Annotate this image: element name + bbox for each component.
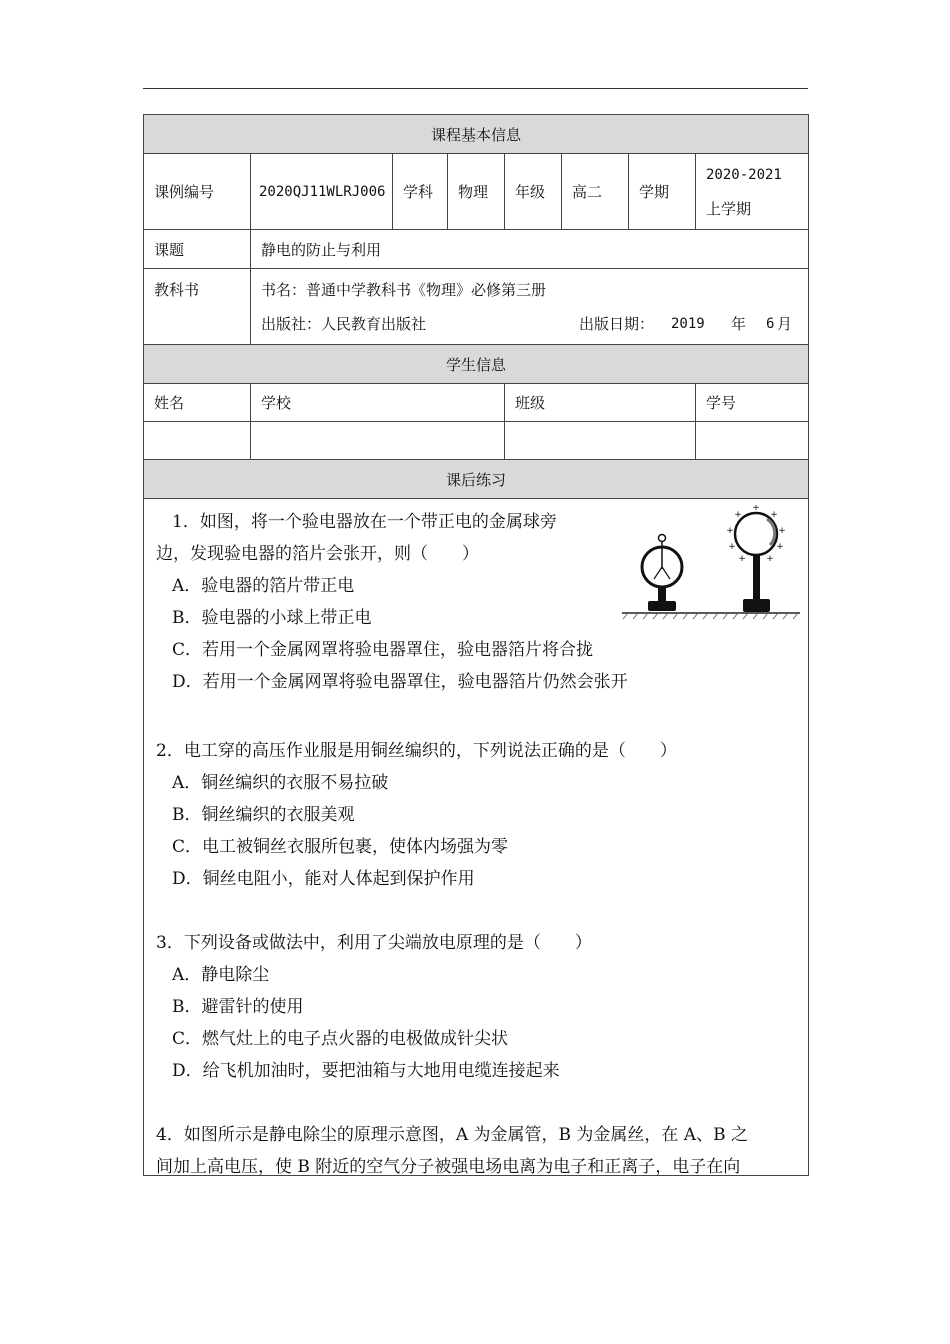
q1-option-a: A．验电器的箔片带正电 xyxy=(172,576,355,596)
pub-month: 6 xyxy=(766,315,775,332)
term-years: 2020-2021 xyxy=(706,166,782,183)
class-label: 班级 xyxy=(505,384,696,422)
q2-option-d: D．铜丝电阻小，能对人体起到保护作用 xyxy=(172,869,475,889)
exercises-row xyxy=(144,499,809,1176)
school-field[interactable] xyxy=(251,422,505,460)
student-id-label: 学号 xyxy=(696,384,809,422)
svg-text:+: + xyxy=(738,554,746,564)
term-value xyxy=(696,154,809,230)
q1-option-c: C．若用一个金属网罩将验电器罩住，验电器箔片将合拢 xyxy=(172,640,594,660)
subject-label: 学科 xyxy=(393,154,448,230)
header-rule xyxy=(143,88,808,89)
topic-label: 课题 xyxy=(144,230,251,269)
student-info-header-row xyxy=(144,345,809,384)
pub-year: 2019 xyxy=(671,315,705,332)
q4-stem-line2: 间加上高电压，使 B 附近的空气分子被强电场电离为电子和正离子，电子在向 xyxy=(156,1157,741,1177)
case-number-value: 2020QJ11WLRJ006 xyxy=(251,154,393,230)
student-labels-row xyxy=(144,384,809,422)
svg-text:+: + xyxy=(778,526,786,536)
ground-line xyxy=(622,613,800,619)
student-info-header: 学生信息 xyxy=(144,345,809,384)
q2-option-b: B．铜丝编织的衣服美观 xyxy=(172,805,355,825)
course-table xyxy=(143,114,809,1176)
q2-option-c: C．电工被铜丝衣服所包裹，使体内场强为零 xyxy=(172,837,509,857)
svg-text:+: + xyxy=(728,542,736,552)
svg-text:+: + xyxy=(726,526,734,536)
term-label: 学期 xyxy=(629,154,696,230)
student-id-field[interactable] xyxy=(696,422,809,460)
year-unit: 年 xyxy=(731,314,747,333)
svg-text:+: + xyxy=(770,510,778,520)
electroscope xyxy=(642,535,682,612)
grade-value: 高二 xyxy=(562,154,629,230)
topic-row xyxy=(144,230,809,269)
topic-value: 静电的防止与利用 xyxy=(251,230,809,269)
student-values-row xyxy=(144,422,809,460)
subject-value: 物理 xyxy=(448,154,505,230)
svg-text:+: + xyxy=(776,542,784,552)
publisher: 出版社：人民教育出版社 xyxy=(261,314,427,333)
q1-stem-line1: 1．如图，将一个验电器放在一个带正电的金属球旁 xyxy=(172,512,557,532)
textbook-value xyxy=(251,269,809,345)
q2-option-a: A．铜丝编织的衣服不易拉破 xyxy=(172,773,389,793)
textbook-row xyxy=(144,269,809,345)
q1-stem-line2: 边，发现验电器的箔片会张开，则（ ） xyxy=(156,544,479,564)
case-number-label: 课例编号 xyxy=(144,154,251,230)
svg-text:+: + xyxy=(766,554,774,564)
name-label: 姓名 xyxy=(144,384,251,422)
q2-stem: 2．电工穿的高压作业服是用铜丝编织的，下列说法正确的是（ ） xyxy=(156,741,677,761)
course-info-header: 课程基本信息 xyxy=(144,115,809,154)
q3-stem: 3．下列设备或做法中，利用了尖端放电原理的是（ ） xyxy=(156,933,592,953)
exercises-header-row xyxy=(144,460,809,499)
electroscope-figure xyxy=(622,505,804,623)
grade-label: 年级 xyxy=(505,154,562,230)
q1-option-d: D．若用一个金属网罩将验电器罩住，验电器箔片仍然会张开 xyxy=(172,672,628,692)
school-label: 学校 xyxy=(251,384,505,422)
q1-option-b: B．验电器的小球上带正电 xyxy=(172,608,372,628)
textbook-label: 教科书 xyxy=(144,269,251,345)
name-field[interactable] xyxy=(144,422,251,460)
svg-text:+: + xyxy=(752,505,760,513)
month-unit: 月 xyxy=(777,314,793,333)
charged-metal-sphere xyxy=(726,505,786,612)
term-half: 上学期 xyxy=(706,199,752,218)
svg-text:+: + xyxy=(734,510,742,520)
q4-stem-line1: 4．如图所示是静电除尘的原理示意图，A 为金属管，B 为金属丝，在 A、B 之 xyxy=(156,1125,748,1145)
q3-option-c: C．燃气灶上的电子点火器的电极做成针尖状 xyxy=(172,1029,509,1049)
exercises-header: 课后练习 xyxy=(144,460,809,499)
course-info-header-row xyxy=(144,115,809,154)
book-name: 书名：普通中学教科书《物理》必修第三册 xyxy=(261,280,547,299)
publisher-line xyxy=(261,307,798,341)
class-field[interactable] xyxy=(505,422,696,460)
q3-option-d: D．给飞机加油时，要把油箱与大地用电缆连接起来 xyxy=(172,1061,560,1081)
q3-option-b: B．避雷针的使用 xyxy=(172,997,304,1017)
exercises-body xyxy=(144,499,809,1176)
case-info-row xyxy=(144,154,809,230)
pub-date-label: 出版日期： xyxy=(579,314,655,333)
q3-option-a: A．静电除尘 xyxy=(172,965,270,985)
